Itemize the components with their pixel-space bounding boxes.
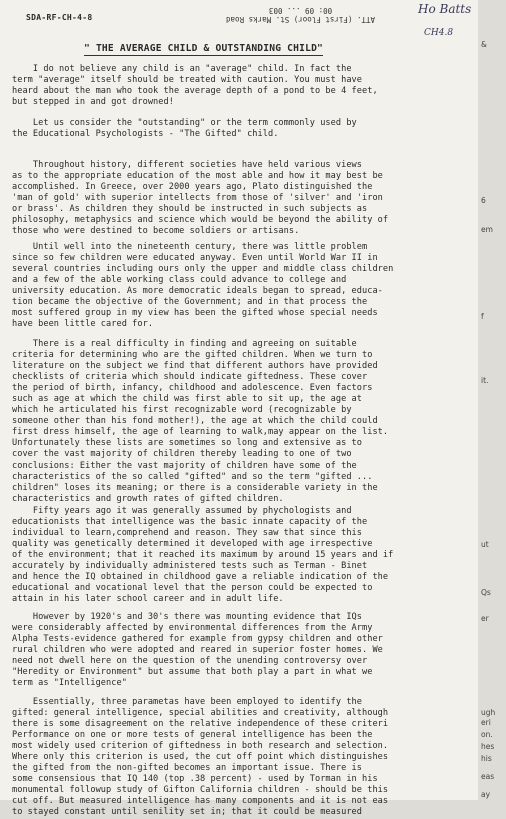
margin-fragment: eri [481,718,491,727]
margin-fragment: & [481,40,487,49]
adjacent-page-margin [478,0,506,800]
handwritten-initials: Ho Batts [418,2,472,16]
margin-fragment: it. [481,376,489,385]
margin-fragment: ut [481,540,489,549]
margin-fragment: ay [481,790,491,799]
paragraph-2: Let us consider the "outstanding" or the term commonly used by the Educational Psychologists - "The Gifted" child. [12,118,357,140]
stamp-line: 00: 09 ... 003 [268,6,333,15]
margin-fragment: er [481,614,489,623]
paragraph-1: I do not believe any child is an "average" child. In fact the term "average" itself should be treated with caution. You must have heard about the man who took the average depth of a pond to be 4 feet, but stepped in and got drowned! [12,64,378,108]
paragraph-4: Until well into the nineteenth century, there was little problem since so few children were educated anyway. Even until World War II in several countries including ours only the upper and middle class children and a few of the able working class could advance to college and university education. As more democratic ideals began to spread, educa- tion became the objective of the Government; and in that process the most suffered group in my view has been the gifted whose special needs have been little cared for. [12,242,394,330]
document-reference: SDA-RF-CH-4-8 [26,13,93,22]
margin-fragment: 6 [481,196,486,205]
margin-fragment: on. [481,730,493,739]
margin-fragment: eas [481,772,495,781]
handwritten-code: CH4.8 [424,28,454,38]
margin-fragment: hes [481,742,495,751]
stamp-line: ATT. (First Floor) St. Marks Road [226,15,376,24]
margin-fragment: his [481,754,492,763]
margin-fragment: f [481,312,484,321]
paragraph-6: Fifty years ago it was generally assumed by phychologists and educationists that intelligence was the basic innate capacity of the individual to learn,comprehend and reason. They saw that since this quality was genetically determined it developed with age irrespective of the environment; that it reached its maximum by around 15 years and if accurately by individually administered tests such as Terman - Binet and hence the IQ obtained in childhood gave a reliable indication of the educational and vocational level that the person could be expected to attain in his later school career and in adult life. [12,506,394,605]
paragraph-5: There is a real difficulty in finding and agreeing on suitable criteria for determining who are the gifted children. When we turn to literature on the subject we find that different authors have provided checklists of criteria which should indicate giftedness. These cover the period of birth, infancy, childhood and adolescence. Even factors such as age at which the child was first able to sit up, the age at which he articulated his first recognizable word (recognizable by someone other than his fond mother!), the age at which the child could first dress himself, the age of learning to walk,may appear on the list. Unfortunately these lists are sometimes so long and extensive as to cover the vast majority of children thereby leading to one of two conclusions: Either the vast majority of children have some of the characteristics of the so called "gifted" and so the term "gifted ... children" loses its meaning; or there is a considerable variety in the characteristics and growth rates of gifted children. [12,339,389,504]
document-title: " THE AVERAGE CHILD & OUTSTANDING CHILD" [84,43,324,54]
inverted-address-stamp [226,6,375,24]
paragraph-3: Throughout history, different societies have held various views as to the appropriate education of the most able and how it may best be accomplished. In Greece, over 2000 years ago, Plato distinguished the 'man of gold' with superior intellects from those of 'silver' and 'iron or brass'. As children they should be instructed in such subjects as philosophy, metaphysics and science which would be beyond the ability of those who were destined to become soldiers or artisans. [12,160,389,237]
margin-fragment: ugh [481,708,496,717]
margin-fragment: em [481,225,493,234]
paragraph-7: However by 1920's and 30's there was mounting evidence that IQs were considerably affected by environmental differences from the Army Alpha Tests-evidence gathered for example from gypsy children and other rural children who were adopted and reared in superior foster homes. We need not dwell here on the question of the unending controversy over "Heredity or Environment" but assume that both play a part in what we term as "Intelligence" [12,612,383,689]
paragraph-8: Essentially, three parametas have been employed to identify the gifted: general intelligence, special abilities and creativity, although there is some disagreement on the relative independence of these criteri Performance on one or more tests of general intelligence has been the most widely used criterion of giftedness in both research and selection. Where only this criterion is used, the cut off point which distinguishes the gifted from the non-gifted becomes an important issue. There is some consensious that IQ 140 (top .38 percent) - used by Torman in his monumental followup study of Gifton California children - should be this cut off. But measured intelligence has many components and it is not eas to stayed constant until senility set in; that it could be measured [12,697,389,818]
margin-fragment: Qs [481,588,491,597]
